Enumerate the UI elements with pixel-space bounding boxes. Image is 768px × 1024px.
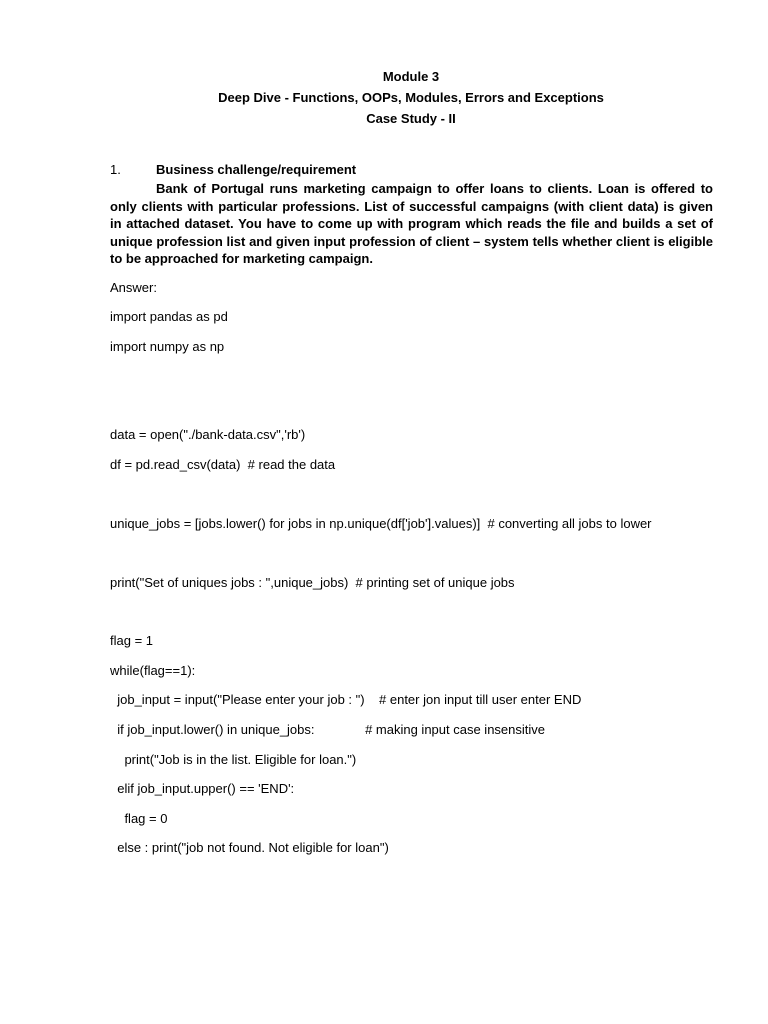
section-number: 1.	[110, 162, 121, 177]
case-study-title: Case Study - II	[366, 111, 456, 126]
code-line: import numpy as np	[110, 339, 225, 354]
code-line: while(flag==1):	[110, 663, 196, 678]
code-line: elif job_input.upper() == 'END':	[110, 781, 295, 796]
code-line: data = open("./bank-data.csv",'rb')	[110, 427, 306, 442]
requirement-paragraph: Bank of Portugal runs marketing campaign to offer loans to clients. Loan is offered to only clients with particular professions. List of successful campaigns (with client data) is given in attached dataset. You have to come up with program which reads the file and builds a set of unique profession list and given input profession of client – system tells whether client is eligible to be approached for marketing campaign.	[110, 181, 713, 267]
code-line: print("Set of uniques jobs : ",unique_jobs) # printing set of unique jobs	[110, 575, 515, 590]
answer-label: Answer:	[110, 280, 157, 295]
code-line: if job_input.lower() in unique_jobs: # making input case insensitive	[110, 722, 546, 737]
document-subtitle: Deep Dive - Functions, OOPs, Modules, Errors and Exceptions	[218, 90, 604, 105]
code-line: import pandas as pd	[110, 309, 228, 324]
module-title: Module 3	[382, 69, 440, 84]
code-line: flag = 1	[110, 633, 154, 648]
code-line: else : print("job not found. Not eligible for loan")	[110, 840, 389, 855]
code-line: df = pd.read_csv(data) # read the data	[110, 457, 336, 472]
code-line: unique_jobs = [jobs.lower() for jobs in np.unique(df['job'].values)] # converting all jobs to lower	[110, 516, 652, 531]
code-line: flag = 0	[110, 811, 168, 826]
section-heading: Business challenge/requirement	[156, 162, 357, 177]
code-line: job_input = input("Please enter your job : ") # enter jon input till user enter END	[110, 692, 582, 707]
code-line: print("Job is in the list. Eligible for loan.")	[110, 752, 357, 767]
